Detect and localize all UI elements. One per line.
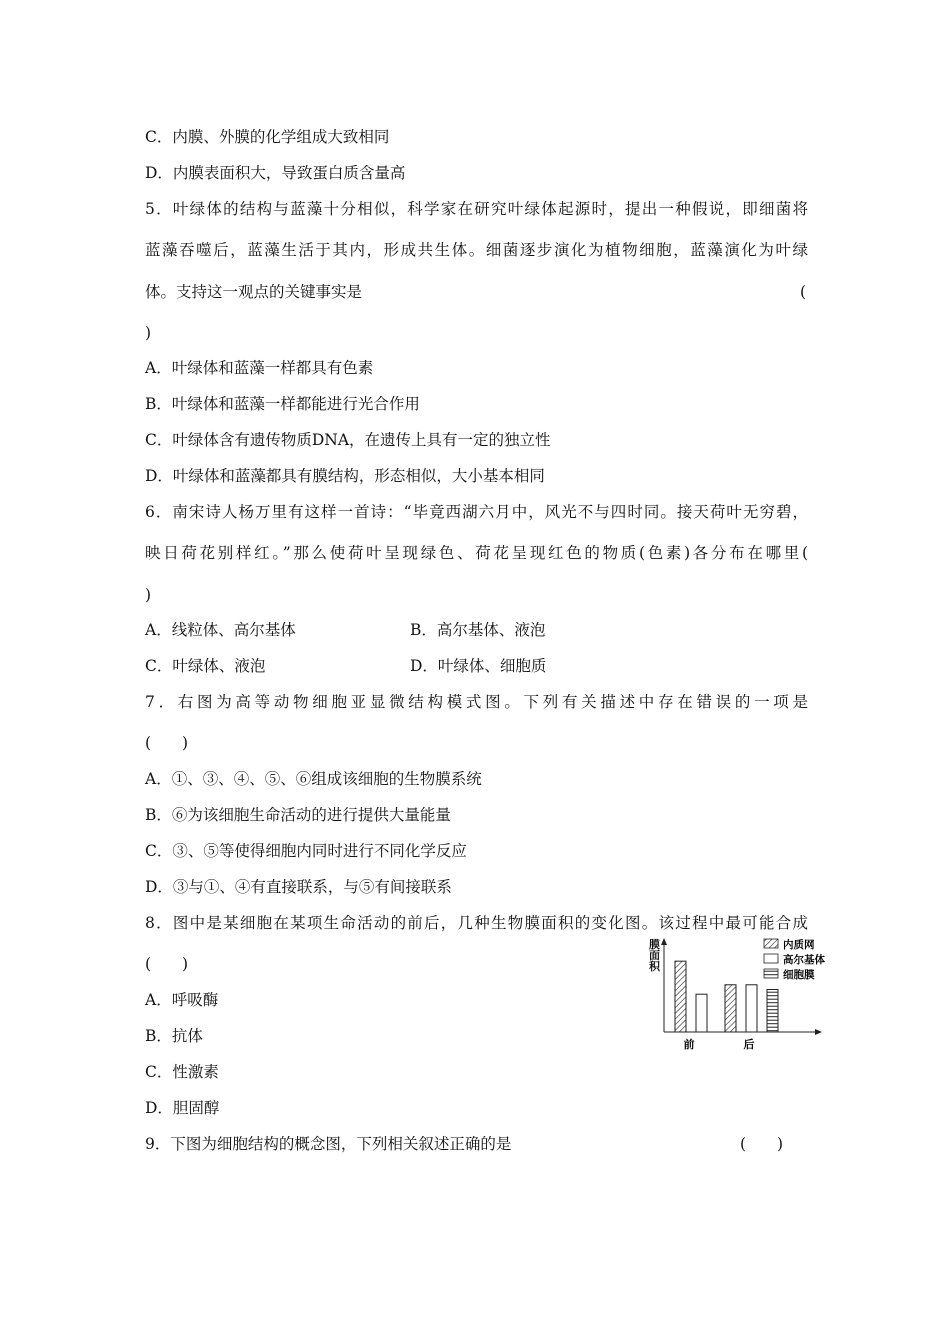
membrane-area-bar-chart <box>640 935 840 1055</box>
q5-option-b: B．叶绿体和蓝藻一样都能进行光合作用 <box>145 395 420 413</box>
q7-option-b: B．⑥为该细胞生命活动的进行提供大量能量 <box>145 806 451 824</box>
y-axis-label: 膜面积 <box>647 938 661 972</box>
bar-后-内质网 <box>725 985 736 1032</box>
x-tick-label: 前 <box>683 1038 695 1051</box>
q6-option-a: A．线粒体、高尔基体 <box>145 621 296 639</box>
bar-前-内质网 <box>675 961 686 1032</box>
q5-stem-line2: 蓝藻吞噬后，蓝藻生活于其内，形成共生体。细菌逐步演化为植物细胞，蓝藻演化为叶绿 <box>145 241 808 259</box>
q8-option-c: C．性激素 <box>145 1063 219 1081</box>
legend-label: 细胞膜 <box>783 969 815 981</box>
x-axis-arrow <box>815 1029 822 1035</box>
q9-answer-paren: ( ) <box>740 1135 784 1153</box>
legend-label: 高尔基体 <box>783 954 825 966</box>
x-tick-label: 后 <box>743 1038 755 1051</box>
q5-option-a: A．叶绿体和蓝藻一样都具有色素 <box>145 359 374 377</box>
legend-label: 内质网 <box>783 939 815 951</box>
q6-option-d: D．叶绿体、细胞质 <box>410 657 547 675</box>
q5-option-d: D．叶绿体和蓝藻都具有膜结构，形态相似，大小基本相同 <box>145 467 545 485</box>
q7-answer-paren: ( ) <box>145 734 189 752</box>
q5-answer-paren-close: ) <box>145 324 152 342</box>
q6-stem-line2: 映日荷花别样红。”那么使荷叶呈现绿色、荷花呈现红色的物质(色素)各分布在哪里( <box>145 544 808 562</box>
q7-option-c: C．③、⑤等使得细胞内同时进行不同化学反应 <box>145 842 467 860</box>
q5-answer-paren-open: ( <box>800 283 807 301</box>
legend-swatch <box>764 954 778 963</box>
legend-swatch <box>764 939 778 948</box>
q4-option-c: C．内膜、外膜的化学组成大致相同 <box>145 128 390 146</box>
bar-前-高尔基体 <box>696 994 707 1032</box>
q9-stem-line1: 9．下图为细胞结构的概念图，下列相关叙述正确的是 <box>145 1135 512 1153</box>
y-axis-arrow <box>661 938 667 945</box>
q6-option-c: C．叶绿体、液泡 <box>145 657 266 675</box>
q7-option-a: A．①、③、④、⑤、⑥组成该细胞的生物膜系统 <box>145 770 482 788</box>
legend-swatch <box>764 969 778 978</box>
q5-stem-line3: 体。支持这一观点的关键事实是 <box>145 283 363 301</box>
q6-stem-line1: 6．南宋诗人杨万里有这样一首诗：“毕竟西湖六月中，风光不与四时同。接天荷叶无穷碧， <box>145 503 808 521</box>
bar-后-高尔基体 <box>746 985 757 1032</box>
q5-stem-line1: 5．叶绿体的结构与蓝藻十分相似，科学家在研究叶绿体起源时，提出一种假说，即细菌将 <box>145 200 808 218</box>
q8-option-a: A．呼吸酶 <box>145 991 219 1009</box>
bar-后-细胞膜 <box>767 990 778 1033</box>
q7-stem-line1: 7．右图为高等动物细胞亚显微结构模式图。下列有关描述中存在错误的一项是 <box>145 693 808 711</box>
q7-option-d: D．③与①、④有直接联系，与⑤有间接联系 <box>145 878 452 896</box>
q8-option-d: D．胆固醇 <box>145 1099 220 1117</box>
q6-answer-paren-close: ) <box>145 586 152 604</box>
q8-answer-paren: ( ) <box>145 955 189 973</box>
q5-option-c: C．叶绿体含有遗传物质DNA，在遗传上具有一定的独立性 <box>145 431 551 449</box>
q8-stem-line1: 8．图中是某细胞在某项生命活动的前后，几种生物膜面积的变化图。该过程中最可能合成 <box>145 914 808 932</box>
q8-option-b: B．抗体 <box>145 1027 203 1045</box>
q6-option-b: B．高尔基体、液泡 <box>410 621 546 639</box>
q4-option-d: D．内膜表面积大，导致蛋白质含量高 <box>145 164 406 182</box>
